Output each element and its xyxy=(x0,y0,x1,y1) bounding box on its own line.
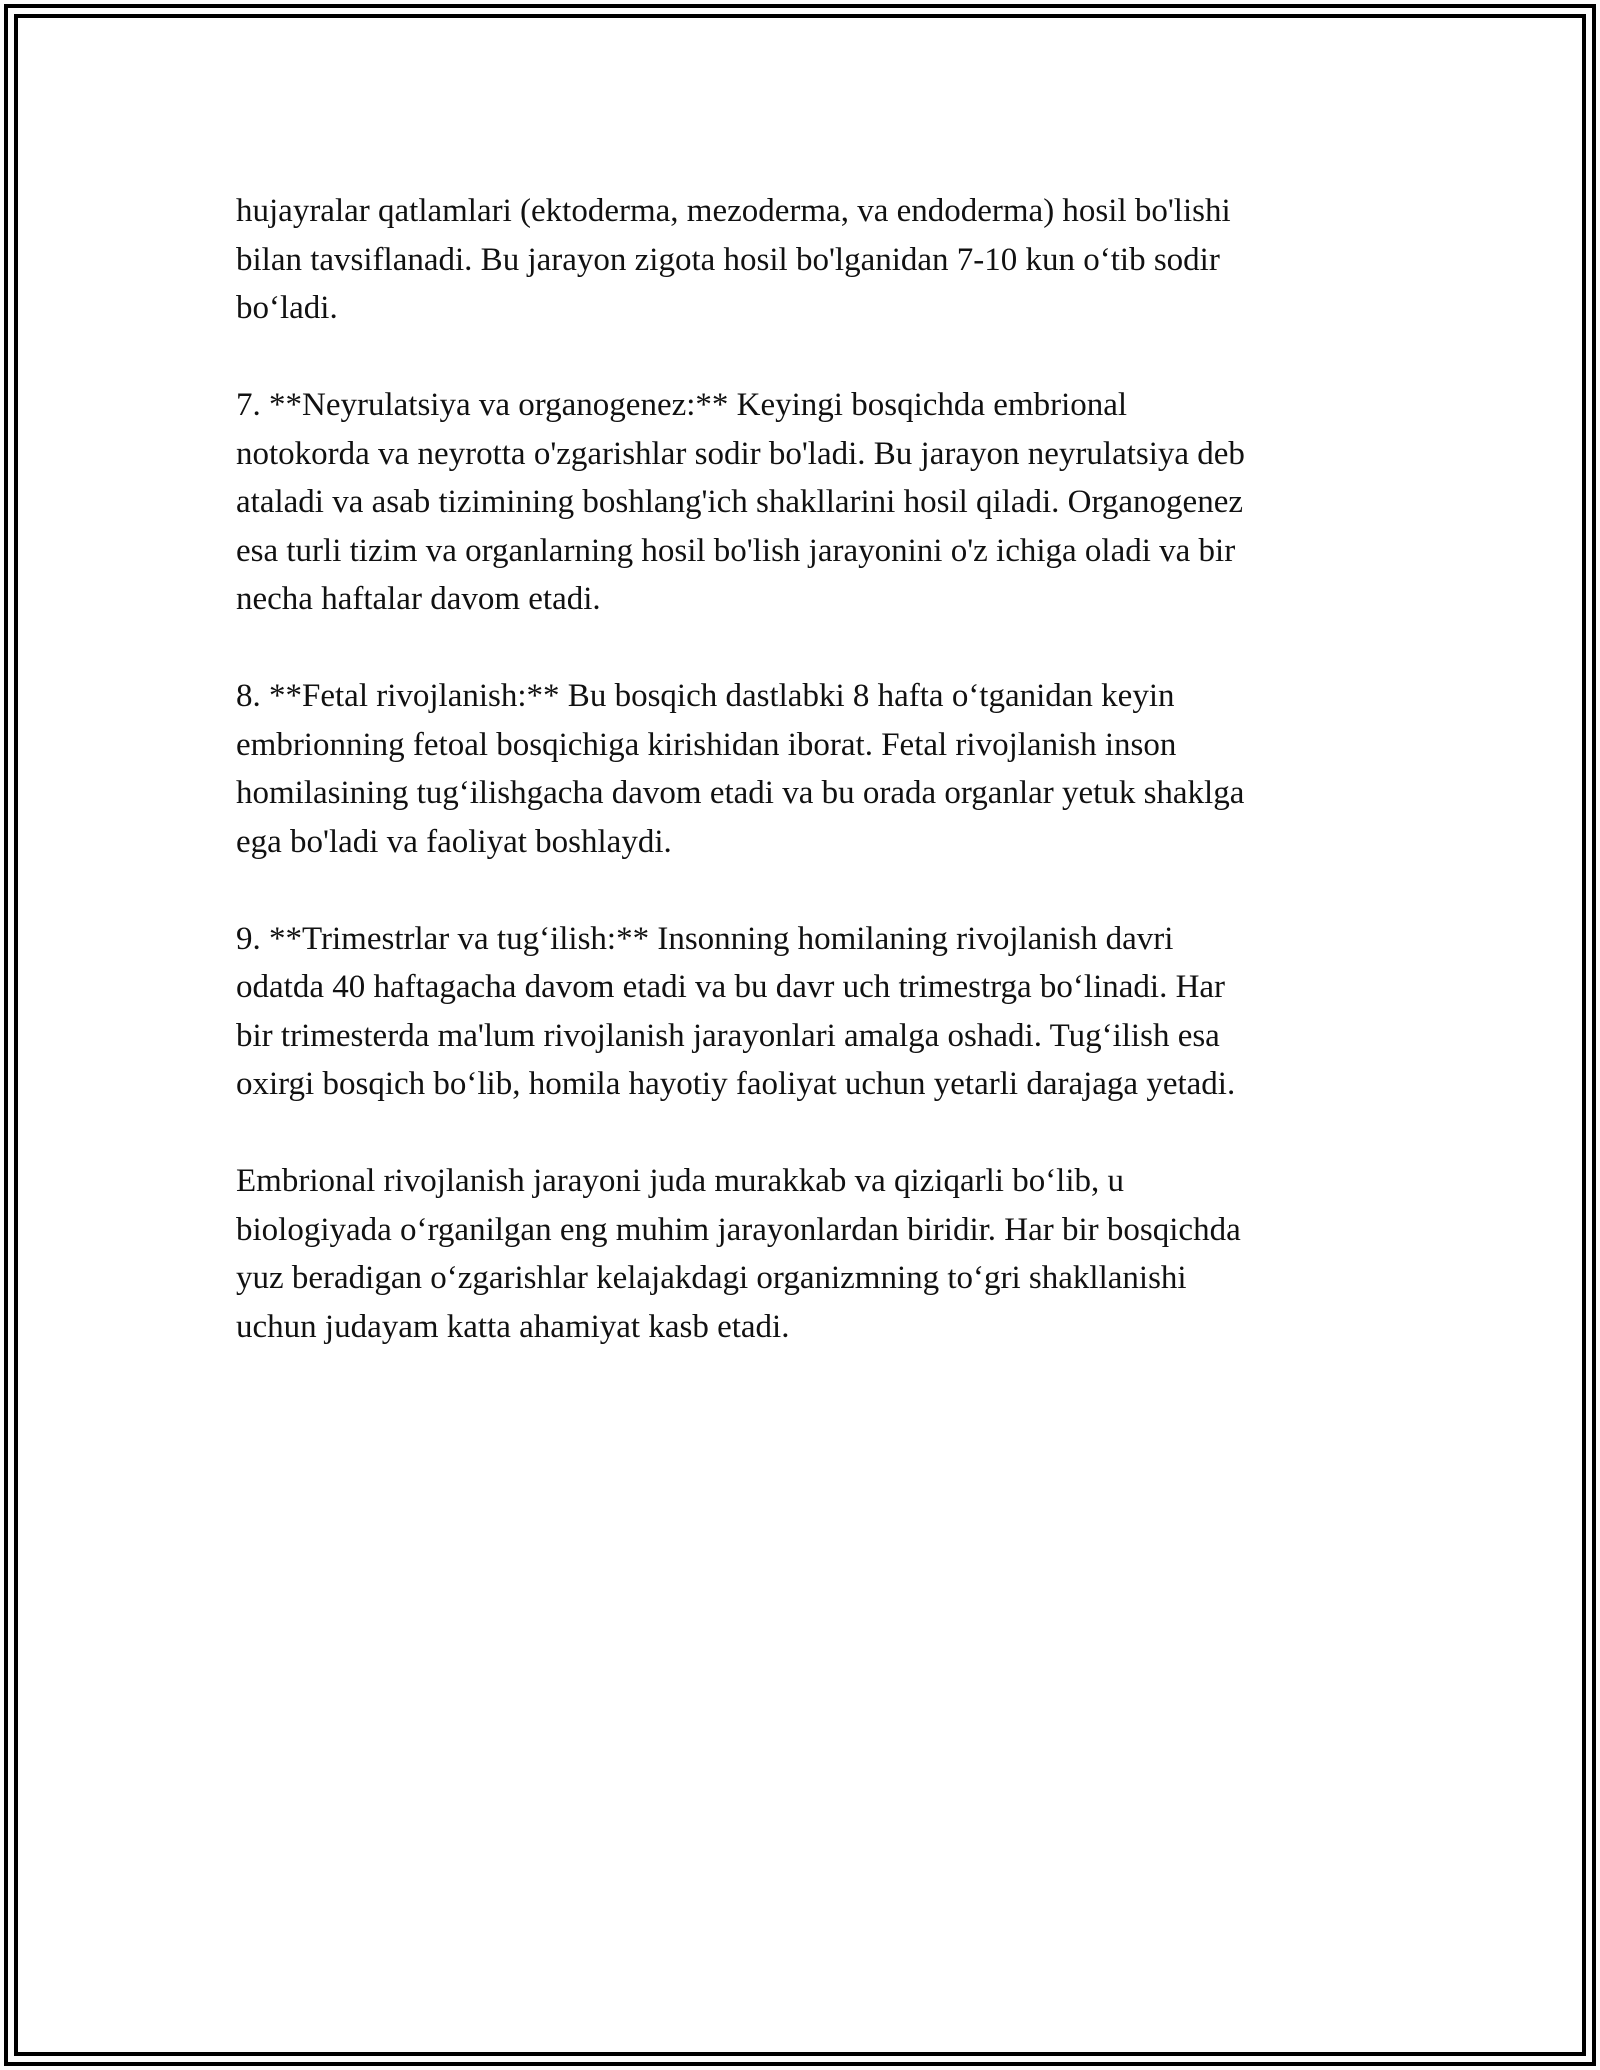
paragraph-fetal-development: 8. **Fetal rivojlanish:** Bu bosqich dastlabki 8 hafta o‘tganidan keyin embrionning fetoal bosqichiga kirishidan iborat. Fetal rivojlanish inson homilasining tug‘ilishgacha davom etadi va bu orada organlar yetuk shaklga ega bo'ladi va faoliyat boshlaydi. xyxy=(236,678,1245,860)
document-body xyxy=(236,187,1376,1400)
paragraph-gastrulation-continued: hujayralar qatlamlari (ektoderma, mezoderma, va endoderma) hosil bo'lishi bilan tavsiflanadi. Bu jarayon zigota hosil bo'lganidan 7-10 kun o‘tib sodir bo‘ladi. xyxy=(236,193,1231,326)
paragraph-neurulation-organogenesis: 7. **Neyrulatsiya va organogenez:** Keyingi bosqichda embrional notokorda va neyrotta o'zgarishlar sodir bo'ladi. Bu jarayon neyrulatsiya deb ataladi va asab tizimining boshlang'ich shakllarini hosil qiladi. Organogenez esa turli tizim va organlarning hosil bo'lish jarayonini o'z ichiga oladi va bir necha haftalar davom etadi. xyxy=(236,387,1245,617)
paragraph-trimesters-birth: 9. **Trimestrlar va tug‘ilish:** Insonning homilaning rivojlanish davri odatda 40 haftagacha davom etadi va bu davr uch trimestrga bo‘linadi. Har bir trimesterda ma'lum rivojlanish jarayonlari amalga oshadi. Tug‘ilish esa oxirgi bosqich bo‘lib, homila hayotiy faoliyat uchun yetarli darajaga yetadi. xyxy=(236,920,1236,1102)
paragraph-conclusion: Embrional rivojlanish jarayoni juda murakkab va qiziqarli bo‘lib, u biologiyada o‘rganilgan eng muhim jarayonlardan biridir. Har bir bosqichda yuz beradigan o‘zgarishlar kelajakdagi organizmning to‘gri shakllanishi uchun judayam katta ahamiyat kasb etadi. xyxy=(236,1163,1241,1345)
